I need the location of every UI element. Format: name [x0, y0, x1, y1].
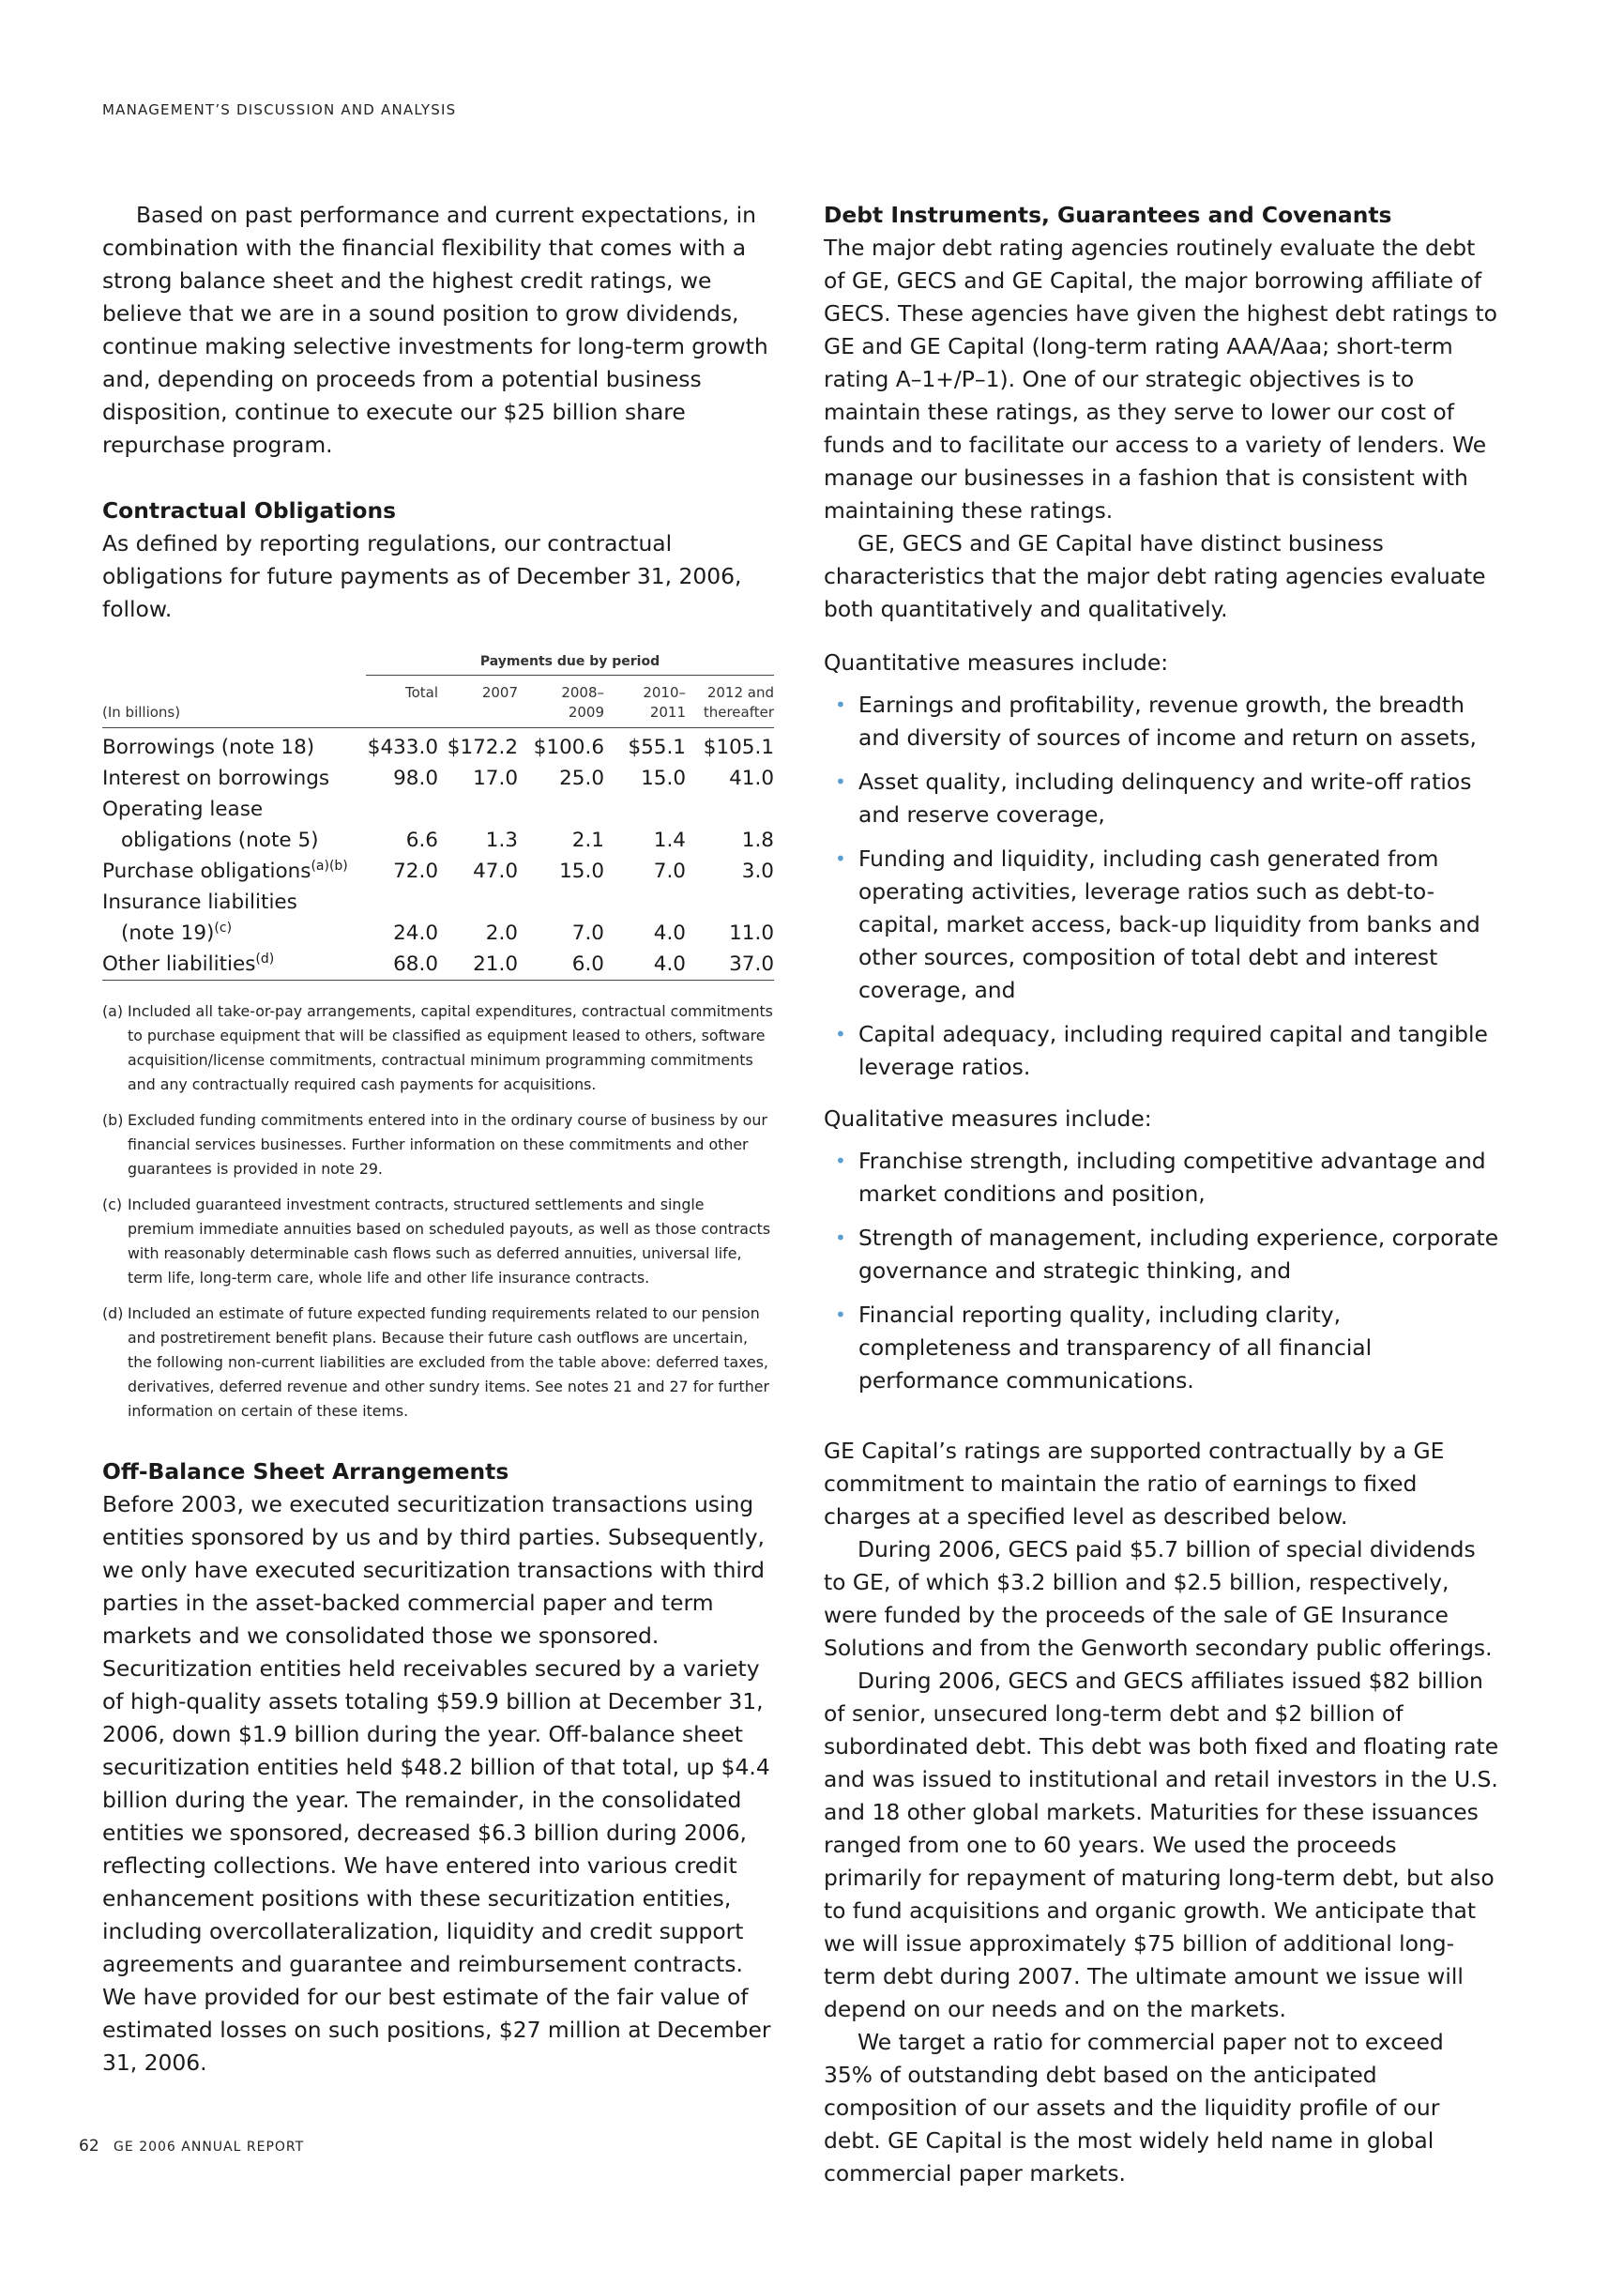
table-cell: 98.0: [393, 767, 438, 790]
footnote-marker: (a): [102, 1002, 124, 1020]
table-cell: 6.0: [571, 952, 604, 976]
list-item: [824, 1222, 1499, 1287]
contractual-obligations-heading: Contractual Obligations: [102, 497, 397, 524]
table-group-header: Payments due by period: [366, 654, 774, 676]
table-cell: 21.0: [473, 952, 518, 976]
row-label: Insurance liabilities: [102, 891, 297, 914]
table-cell: 15.0: [641, 767, 686, 790]
quantitative-intro: Quantitative measures include:: [824, 649, 1169, 676]
left-column: [102, 199, 774, 2080]
list-item: [824, 766, 1499, 831]
list-item: [824, 1145, 1499, 1211]
table-cell: 2.1: [571, 829, 604, 852]
table-body: [102, 728, 774, 981]
table-cell: [686, 887, 774, 918]
table-cell: [363, 887, 438, 918]
table-units-label: (In billions): [102, 704, 181, 721]
table-cell: 6.6: [405, 829, 438, 852]
bullet-icon: •: [835, 1303, 846, 1326]
table-cell: 68.0: [393, 952, 438, 976]
row-label: Operating lease: [102, 798, 264, 821]
bullet-icon: •: [835, 1226, 846, 1249]
table-cell: [438, 794, 518, 825]
row-label: Interest on borrowings: [102, 767, 330, 790]
page-number: 62: [79, 2137, 99, 2156]
table-cell: [438, 887, 518, 918]
column-header: 2010– 2011: [643, 684, 686, 721]
intro-paragraph: Based on past performance and current expectations, in combination with the financial flexibility that comes with a strong balance sheet and the highest credit ratings, we believe that we are in a sound position to grow dividends, continue making selective investments for long-term growth and, depending on proceeds from a potential business disposition, continue to execute our $25 billion share repurchase program.: [102, 202, 768, 458]
list-item-text: Earnings and profitability, revenue growth, the breadth and diversity of sources of income and return on assets,: [858, 692, 1477, 751]
contractual-obligations-text: As defined by reporting regulations, our contractual obligations for future payments as of December 31, 2006, follow.: [102, 530, 742, 622]
table-row: [102, 856, 774, 887]
table-cell: 47.0: [473, 860, 518, 883]
list-item-text: Financial reporting quality, including clarity, completeness and transparency of all financial performance communications.: [858, 1302, 1373, 1394]
table-cell: 37.0: [729, 952, 774, 976]
table-cell: 72.0: [393, 860, 438, 883]
footnote: [102, 1302, 774, 1424]
table-column-headers: [102, 676, 774, 728]
table-cell: [604, 794, 686, 825]
footnote-mark: (a)(b): [311, 858, 348, 874]
commercial-paper-paragraph: We target a ratio for commercial paper not to exceed 35% of outstanding debt based on the anticipated composition of our assets and the liquidity profile of our debt. GE Capital is the most widely held name in global commercial paper markets.: [824, 2029, 1444, 2186]
table-cell: 17.0: [473, 767, 518, 790]
footnote-text: Included an estimate of future expected funding requirements related to our pension and postretirement benefit plans. Because their future cash outflows are uncertain, the following non-current liabilities are excluded from the table above: deferred taxes, derivatives, deferred revenue and other sundry items. See notes 21 and 27 for further information on certain of these items.: [128, 1304, 769, 1420]
table-row: [102, 763, 774, 794]
table-footnotes: [102, 999, 774, 1424]
bullet-icon: •: [835, 770, 846, 793]
footnote-text: Excluded funding commitments entered into in the ordinary course of business by our financial services businesses. Further information on these commitments and other guarantees is provided in note 29.: [128, 1111, 767, 1178]
list-item: [824, 843, 1499, 1007]
table-cell: $105.1: [703, 736, 774, 759]
footnote-marker: (c): [102, 1196, 123, 1213]
table-cell: [518, 794, 604, 825]
table-cell: $55.1: [628, 736, 686, 759]
table-cell: 1.3: [485, 829, 518, 852]
table-cell: 4.0: [653, 952, 686, 976]
table-row: [102, 887, 774, 918]
bullet-icon: •: [835, 1023, 846, 1045]
debt-paragraph-2: GE, GECS and GE Capital have distinct business characteristics that the major debt rating agencies evaluate both quantitatively and qualitatively.: [824, 530, 1486, 622]
list-item-text: Strength of management, including experience, corporate governance and strategic thinking, and: [858, 1225, 1499, 1284]
footnote-text: Included guaranteed investment contracts, structured settlements and single premium immediate annuities based on scheduled payouts, as well as those contracts with reasonably determinable cash flows such as deferred annuities, universal life, term life, long-term care, whole life and other life insurance contracts.: [128, 1196, 771, 1287]
table-cell: 7.0: [571, 922, 604, 945]
table-row: [102, 794, 774, 825]
table-cell: 1.8: [741, 829, 774, 852]
footnote-marker: (b): [102, 1111, 124, 1129]
row-label: Borrowings (note 18): [102, 736, 315, 759]
table-cell: 1.4: [653, 829, 686, 852]
footnote-mark: (c): [214, 920, 233, 936]
off-balance-sheet-heading: Off-Balance Sheet Arrangements: [102, 1458, 509, 1485]
table-row: [102, 732, 774, 763]
list-item: [824, 1299, 1499, 1397]
table-cell: 41.0: [729, 767, 774, 790]
table-cell: 11.0: [729, 922, 774, 945]
off-balance-sheet-text: Before 2003, we executed securitization transactions using entities sponsored by us and by third parties. Subsequently, we only have executed securitization transactions with third parties in the asset-backed commercial paper and term markets and we consolidated those we sponsored. Securitization entities held receivables secured by a variety of high-quality assets totaling $59.9 billion at December 31, 2006, down $1.9 billion during the year. Off-balance sheet securitization entities held $48.2 billion of that total, up $4.4 billion during the year. The remainder, in the consolidated entities we sponsored, decreased $6.3 billion during 2006, reflecting collections. We have entered into various credit enhancement positions with these securitization entities, including overcollateralization, liquidity and credit support agreements and guarantee and reimbursement contracts. We have provided for our best estimate of the fair value of estimated losses on such positions, $27 million at December 31, 2006.: [102, 1491, 771, 2076]
report-name: GE 2006 ANNUAL REPORT: [114, 2140, 305, 2155]
qualitative-measures-list: [824, 1145, 1499, 1397]
table-cell: 7.0: [653, 860, 686, 883]
list-item-text: Funding and liquidity, including cash generated from operating activities, leverage ratios such as debt-to-capital, market access, back-up liquidity from banks and other sources, composition of total debt and interest coverage, and: [858, 846, 1480, 1003]
table-cell: [686, 794, 774, 825]
row-label: Other liabilities$^{(d)}$: [102, 951, 275, 976]
table-row: [102, 918, 774, 949]
footnote-marker: (d): [102, 1304, 124, 1322]
contractual-obligations-table: [102, 654, 774, 981]
footnote: [102, 1193, 774, 1290]
column-header: 2008– 2009: [561, 684, 604, 721]
list-item-text: Franchise strength, including competitive advantage and market conditions and position,: [858, 1148, 1486, 1207]
table-cell: [518, 887, 604, 918]
table-cell: 2.0: [485, 922, 518, 945]
footnote-mark: (d): [255, 951, 275, 967]
table-cell: [604, 887, 686, 918]
footnote: [102, 999, 774, 1097]
page-footer: [79, 2137, 304, 2156]
table-cell: $433.0: [367, 736, 438, 759]
table-cell: [363, 794, 438, 825]
debt-paragraph-1: The major debt rating agencies routinely evaluate the debt of GE, GECS and GE Capital, the major borrowing affiliate of GECS. These agencies have given the highest debt ratings to GE and GE Capital (long-term rating AAA/Aaa; short-term rating A–1+/P–1). One of our strategic objectives is to maintain these ratings, as they serve to lower our cost of funds and to facilitate our access to a variety of lenders. We manage our businesses in a fashion that is consistent with maintaining these ratings.: [824, 235, 1497, 524]
list-item-text: Capital adequacy, including required capital and tangible leverage ratios.: [858, 1021, 1488, 1080]
running-head: MANAGEMENT’S DISCUSSION AND ANALYSIS: [102, 101, 457, 118]
debt-issued-paragraph: During 2006, GECS and GECS affiliates issued $82 billion of senior, unsecured long-term debt and $2 billion of subordinated debt. This debt was both fixed and floating rate and was issued to institutional and retail investors in the U.S. and 18 other global markets. Maturities for these issuances ranged from one to 60 years. We used the proceeds primarily for repayment of maturing long-term debt, but also to fund acquisitions and organic growth. We anticipate that we will issue approximately $75 billion of additional long-term debt during 2007. The ultimate amount we issue will depend on our needs and on the markets.: [824, 1668, 1499, 2022]
table-cell: $100.6: [533, 736, 604, 759]
column-header: 2012 and thereafter: [703, 684, 774, 721]
row-label: (note 19)$^{(c)}$: [121, 920, 233, 945]
ratings-paragraph: GE Capital’s ratings are supported contractually by a GE commitment to maintain the ratio of earnings to fixed charges at a specified level as described below.: [824, 1438, 1445, 1530]
qualitative-intro: Qualitative measures include:: [824, 1105, 1152, 1132]
row-label: Purchase obligations$^{(a)(b)}$: [102, 858, 348, 883]
bullet-icon: •: [835, 847, 846, 870]
right-column: [824, 199, 1499, 2190]
table-cell: $172.2: [447, 736, 518, 759]
table-cell: 24.0: [393, 922, 438, 945]
table-row: [102, 949, 774, 981]
bullet-icon: •: [835, 1150, 846, 1172]
column-header: Total: [404, 684, 438, 701]
bullet-icon: •: [835, 693, 846, 716]
quantitative-measures-list: [824, 689, 1499, 1084]
table-cell: 4.0: [653, 922, 686, 945]
list-item: [824, 689, 1499, 754]
dividends-paragraph: During 2006, GECS paid $5.7 billion of special dividends to GE, of which $3.2 billion and $2.5 billion, respectively, were funded by the proceeds of the sale of GE Insurance Solutions and from the Genworth secondary public offerings.: [824, 1536, 1493, 1661]
row-label: obligations (note 5): [121, 829, 319, 852]
footnote: [102, 1108, 774, 1181]
debt-instruments-heading: Debt Instruments, Guarantees and Covenants: [824, 202, 1392, 228]
table-cell: 3.0: [741, 860, 774, 883]
footnote-text: Included all take-or-pay arrangements, capital expenditures, contractual commitments to purchase equipment that will be classified as equipment leased to others, software acquisition/license commitments, contractual minimum programming commitments and any contractually required cash payments for acquisitions.: [128, 1002, 773, 1093]
table-row: [102, 825, 774, 856]
list-item: [824, 1018, 1499, 1084]
table-cell: 15.0: [559, 860, 604, 883]
table-cell: 25.0: [559, 767, 604, 790]
column-header: 2007: [481, 684, 518, 701]
list-item-text: Asset quality, including delinquency and write-off ratios and reserve coverage,: [858, 769, 1472, 828]
